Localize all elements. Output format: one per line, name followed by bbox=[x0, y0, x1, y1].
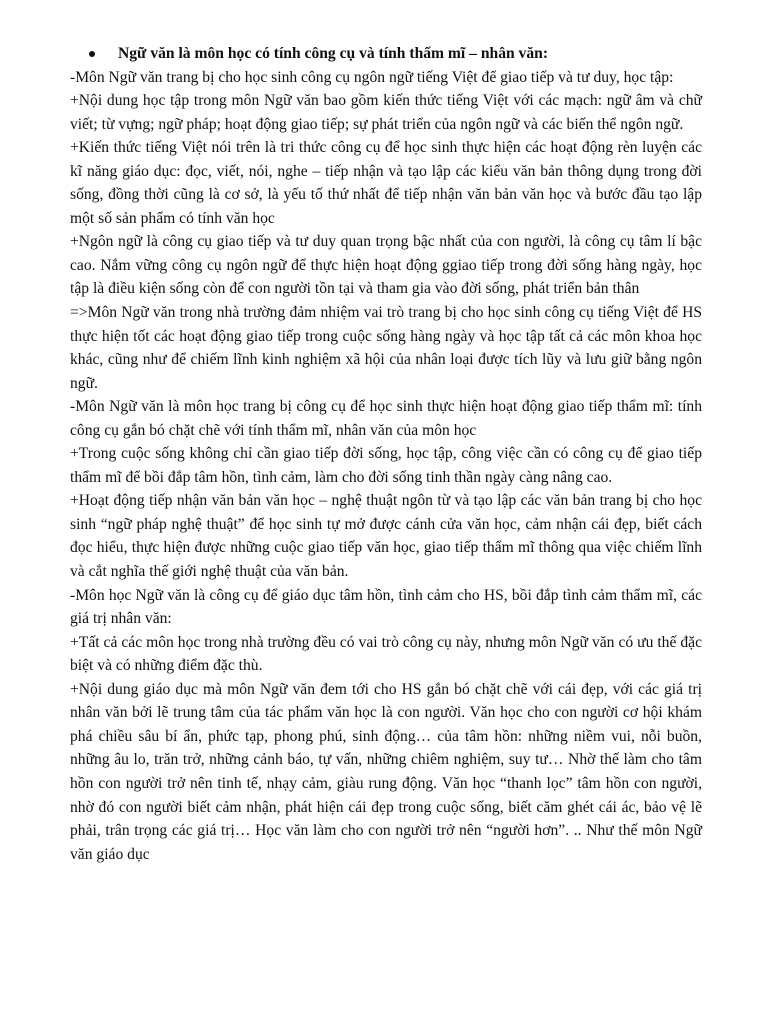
paragraph: +Ngôn ngữ là công cụ giao tiếp và tư duy quan trọng bậc nhất của con người, là công cụ tâm lí bậc cao. Nắm vững công cụ ngôn ngữ để thực hiện hoạt động ggiao tiếp trong đời sống hàng ngày, học tập là điều kiện sống còn để con người tồn tại và tham gia vào đời sống, phát triển bản thân bbox=[70, 233, 702, 298]
paragraph: +Hoạt động tiếp nhận văn bản văn học – nghệ thuật ngôn từ và tạo lập các văn bản trang bị cho học sinh “ngữ pháp nghệ thuật” để học sinh tự mở được cánh cửa văn học, cảm nhận cái đẹp, biết cách đọc hiểu, thực hiện được những cuộc giao tiếp văn học, giao tiếp thẩm mĩ thông qua việc chiếm lĩnh và cắt nghĩa thế giới nghệ thuật của văn bản. bbox=[70, 492, 702, 581]
paragraph: +Tất cả các môn học trong nhà trường đều có vai trò công cụ này, nhưng môn Ngữ văn có ưu thế đặc biệt và có những điểm đặc thù. bbox=[70, 633, 702, 675]
document-page bbox=[70, 42, 702, 866]
paragraph: +Nội dung giáo dục mà môn Ngữ văn đem tới cho HS gắn bó chặt chẽ với cái đẹp, với các giá trị nhân văn bởi lẽ trung tâm của tác phẩm văn học là con người. Văn học cho con người cơ hội khám phá chiều sâu bí ẩn, phức tạp, phong phú, sinh động… của tâm hồn: những niềm vui, nỗi buồn, những âu lo, trăn trở, những cảnh báo, tự vấn, những chiêm nghiệm, suy tư… Nhờ thế làm cho tâm hồn con người trở nên tinh tế, nhạy cảm, giàu rung động. Văn học “thanh lọc” tâm hồn con người, nhờ đó con người biết cảm nhận, phát hiện cái đẹp trong cuộc sống, biết căm ghét cái ác, bảo vệ lẽ phải, trân trọng các giá trị… Học văn làm cho con người trở nên “người hơn”. .. Như thế môn Ngữ văn giáo dục bbox=[70, 680, 702, 863]
paragraph: -Môn học Ngữ văn là công cụ để giáo dục tâm hồn, tình cảm cho HS, bồi đắp tình cảm thẩm mĩ, các giá trị nhân văn: bbox=[70, 586, 702, 628]
paragraph: -Môn Ngữ văn là môn học trang bị công cụ để học sinh thực hiện hoạt động giao tiếp thẩm mĩ: tính công cụ gắn bó chặt chẽ với tính thẩm mĩ, nhân văn của môn học bbox=[70, 398, 702, 439]
section-heading-text: Ngữ văn là môn học có tính công cụ và tính thẩm mĩ – nhân văn: bbox=[118, 45, 549, 62]
paragraph: +Kiến thức tiếng Việt nói trên là tri thức công cụ để học sinh thực hiện các hoạt động rèn luyện các kĩ năng giáo dục: đọc, viết, nói, nghe – tiếp nhận và tạo lập các kiểu văn bản thông dụng trong đời sống, đồng thời cũng là cơ sở, là yếu tố thứ nhất để tiếp nhận văn bản văn học và bước đầu tạo lập một số sản phẩm có tính văn học bbox=[70, 139, 702, 227]
bullet-icon bbox=[89, 51, 95, 57]
paragraph: +Nội dung học tập trong môn Ngữ văn bao gồm kiến thức tiếng Việt với các mạch: ngữ âm và chữ viết; từ vựng; ngữ pháp; hoạt động giao tiếp; sự phát triển của ngôn ngữ và các biến thể ngôn ngữ. bbox=[70, 92, 702, 133]
paragraph: -Môn Ngữ văn trang bị cho học sinh công cụ ngôn ngữ tiếng Việt để giao tiếp và tư duy, học tập: bbox=[70, 68, 674, 86]
paragraph: =>Môn Ngữ văn trong nhà trường đảm nhiệm vai trò trang bị cho học sinh công cụ tiếng Việt để HS thực hiện tốt các hoạt động giao tiếp trong cuộc sống hàng ngày và học tập tất cả các môn khoa học khác, cũng như để chiếm lĩnh kinh nghiệm xã hội của nhân loại được tích lũy và lưu giữ bằng ngôn ngữ. bbox=[70, 304, 702, 392]
paragraph: +Trong cuộc sống không chỉ cần giao tiếp đời sống, học tập, công việc cần có công cụ để giao tiếp thẩm mĩ để bồi đắp tâm hồn, tình cảm, làm cho đời sống tinh thần ngày càng nâng cao. bbox=[70, 445, 702, 486]
section-heading bbox=[70, 42, 702, 66]
